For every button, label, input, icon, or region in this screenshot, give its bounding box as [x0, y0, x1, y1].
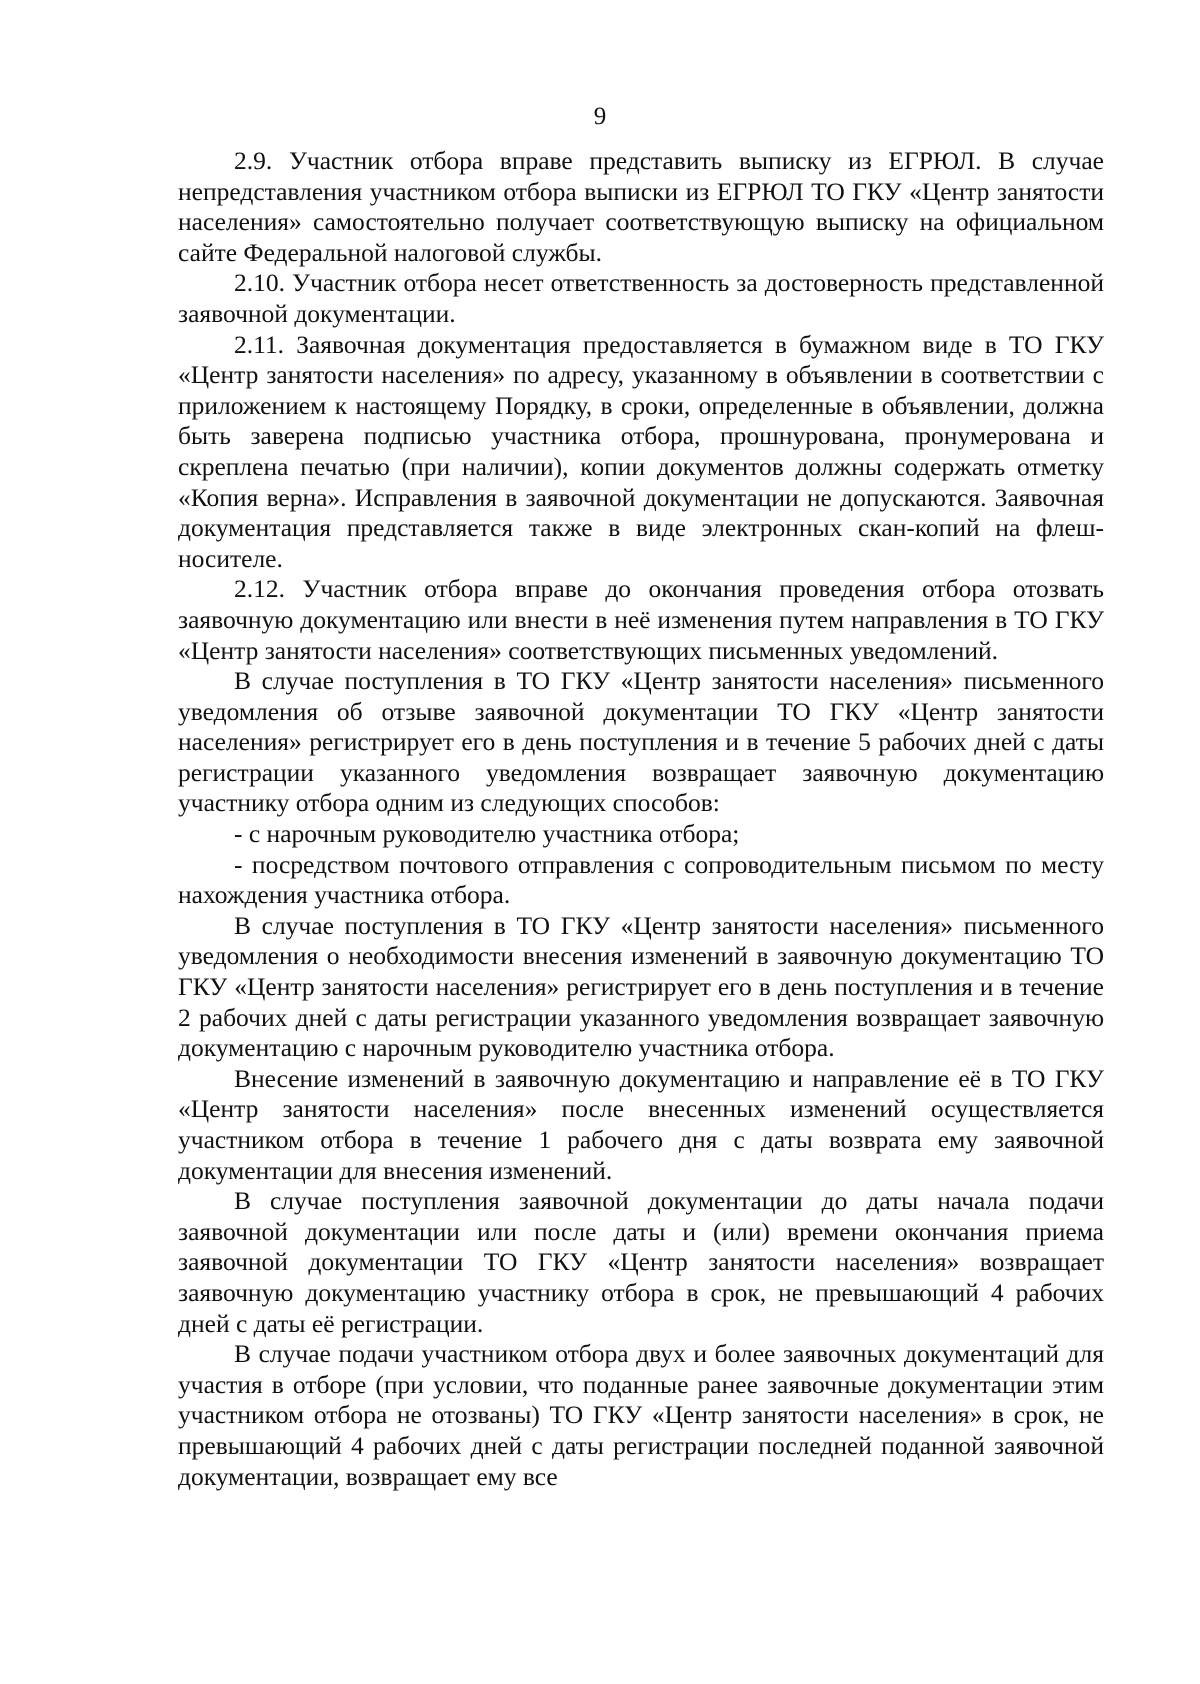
paragraph-2-11: 2.11. Заявочная документация предоставляется в бумажном виде в ТО ГКУ «Центр занятости населения» по адресу, указанному в объявлении в соответствии с приложением к настоящему Порядку, в сроки, определенные в объявлении, должна быть заверена подписью участника отбора, прошнурована, пронумерована и скреплена печатью (при наличии), копии документов должны содержать отметку «Копия верна». Исправления в заявочной документации не допускаются. Заявочная документация представляется также в виде электронных скан-копий на флеш-носителе.: [178, 329, 1104, 573]
paragraph-early-late-submission: В случае поступления заявочной документации до даты начала подачи заявочной документации или после даты и (или) времени окончания приема заявочной документации ТО ГКУ «Центр занятости населения» возвращает заявочную документацию участнику отбора в срок, не превышающий 4 рабочих дней с даты её регистрации.: [178, 1186, 1104, 1338]
paragraph-changes-submission: Внесение изменений в заявочную документацию и направление её в ТО ГКУ «Центр занятости населения» после внесенных изменений осуществляется участником отбора в течение 1 рабочего дня с даты возврата ему заявочной документации для внесения изменений.: [178, 1063, 1104, 1185]
page-number: 9: [593, 103, 607, 130]
list-item-postal: - посредством почтового отправления с сопроводительным письмом по месту нахождения участника отбора.: [178, 849, 1104, 910]
paragraph-changes-notice: В случае поступления в ТО ГКУ «Центр занятости населения» письменного уведомления о необходимости внесения изменений в заявочную документацию ТО ГКУ «Центр занятости населения» регистрирует его в день поступления и в течение 2 рабочих дней с даты регистрации указанного уведомления возвращает заявочную документацию с нарочным руководителю участника отбора.: [178, 910, 1104, 1063]
paragraph-2-10: 2.10. Участник отбора несет ответственность за достоверность представленной заявочной документации.: [178, 268, 1104, 328]
paragraph-multiple-submissions: В случае подачи участником отбора двух и более заявочных документаций для участия в отборе (при условии, что поданные ранее заявочные документации этим участником отбора не отозваны) ТО ГКУ «Центр занятости населения» в срок, не превышающий 4 рабочих дней с даты регистрации последней поданной заявочной документации, возвращает ему все: [178, 1339, 1104, 1491]
paragraph-2-9: 2.9. Участник отбора вправе представить выписку из ЕГРЮЛ. В случае непредставления участником отбора выписки из ЕГРЮЛ ТО ГКУ «Центр занятости населения» самостоятельно получает соответствующую выписку на официальном сайте Федеральной налоговой службы.: [178, 146, 1104, 267]
paragraph-withdrawal-notice: В случае поступления в ТО ГКУ «Центр занятости населения» письменного уведомления об отзыве заявочной документации ТО ГКУ «Центр занятости населения» регистрирует его в день поступления и в течение 5 рабочих дней с даты регистрации указанного уведомления возвращает заявочную документацию участнику отбора одним из следующих способов:: [178, 666, 1104, 818]
document-body: [178, 146, 1104, 1492]
list-item-courier: - с нарочным руководителю участника отбора;: [234, 819, 740, 849]
paragraph-2-12: 2.12. Участник отбора вправе до окончания проведения отбора отозвать заявочную документацию или внести в неё изменения путем направления в ТО ГКУ «Центр занятости населения» соответствующих письменных уведомлений.: [178, 574, 1104, 665]
